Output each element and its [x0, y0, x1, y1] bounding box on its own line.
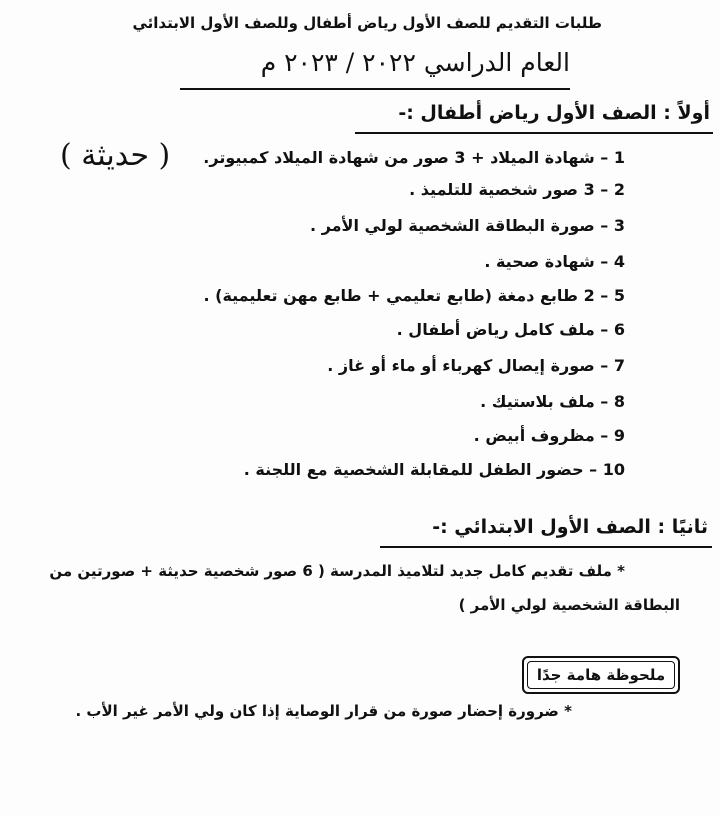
section2-underline	[380, 546, 712, 548]
requirement-item-10: 10 – حضور الطفل للمقابلة الشخصية مع اللجنة .	[243, 460, 625, 479]
requirement-item-1: 1 – شهادة الميلاد + 3 صور من شهادة الميلاد كمبيوتر.	[203, 148, 625, 167]
requirement-item-7: 7 – صورة إيصال كهرباء أو ماء أو غاز .	[327, 356, 625, 375]
academic-year: العام الدراسي ٢٠٢٢ / ٢٠٢٣ م	[260, 48, 570, 77]
requirement-item-6: 6 – ملف كامل رياض أطفال .	[396, 320, 625, 339]
document-title: طلبات التقديم للصف الأول رياض أطفال وللصف الأول الابتدائي	[132, 14, 602, 32]
section1-underline	[355, 132, 713, 134]
new-mark: ( حديثة )	[60, 138, 171, 173]
important-note-label: ملحوظة هامة جدًا	[527, 661, 675, 689]
requirement-item-4: 4 – شهادة صحية .	[484, 252, 625, 271]
year-underline	[180, 88, 570, 90]
section1-title: أولاً : الصف الأول رياض أطفال :-	[398, 102, 710, 124]
requirement-item-8: 8 – ملف بلاستيك .	[480, 392, 625, 411]
section2-title: ثانيًا : الصف الأول الابتدائي :-	[432, 516, 708, 538]
requirement-item-9: 9 – مظروف أبيض .	[473, 426, 625, 445]
section2-line2: البطاقة الشخصية لولي الأمر )	[458, 596, 680, 614]
requirement-item-5: 5 – 2 طابع دمغة (طابع تعليمي + طابع مهن تعليمية) .	[203, 286, 625, 305]
requirement-item-3: 3 – صورة البطاقة الشخصية لولي الأمر .	[310, 216, 625, 235]
important-note-box	[522, 656, 680, 694]
requirement-item-2: 2 – 3 صور شخصية للتلميذ .	[409, 180, 625, 199]
section2-line1: * ملف تقديم كامل جديد لتلاميذ المدرسة ( 6 صور شخصية حديثة + صورتين من	[49, 562, 625, 580]
important-note-text: * ضرورة إحضار صورة من قرار الوصاية إذا كان ولي الأمر غير الأب .	[75, 702, 572, 720]
